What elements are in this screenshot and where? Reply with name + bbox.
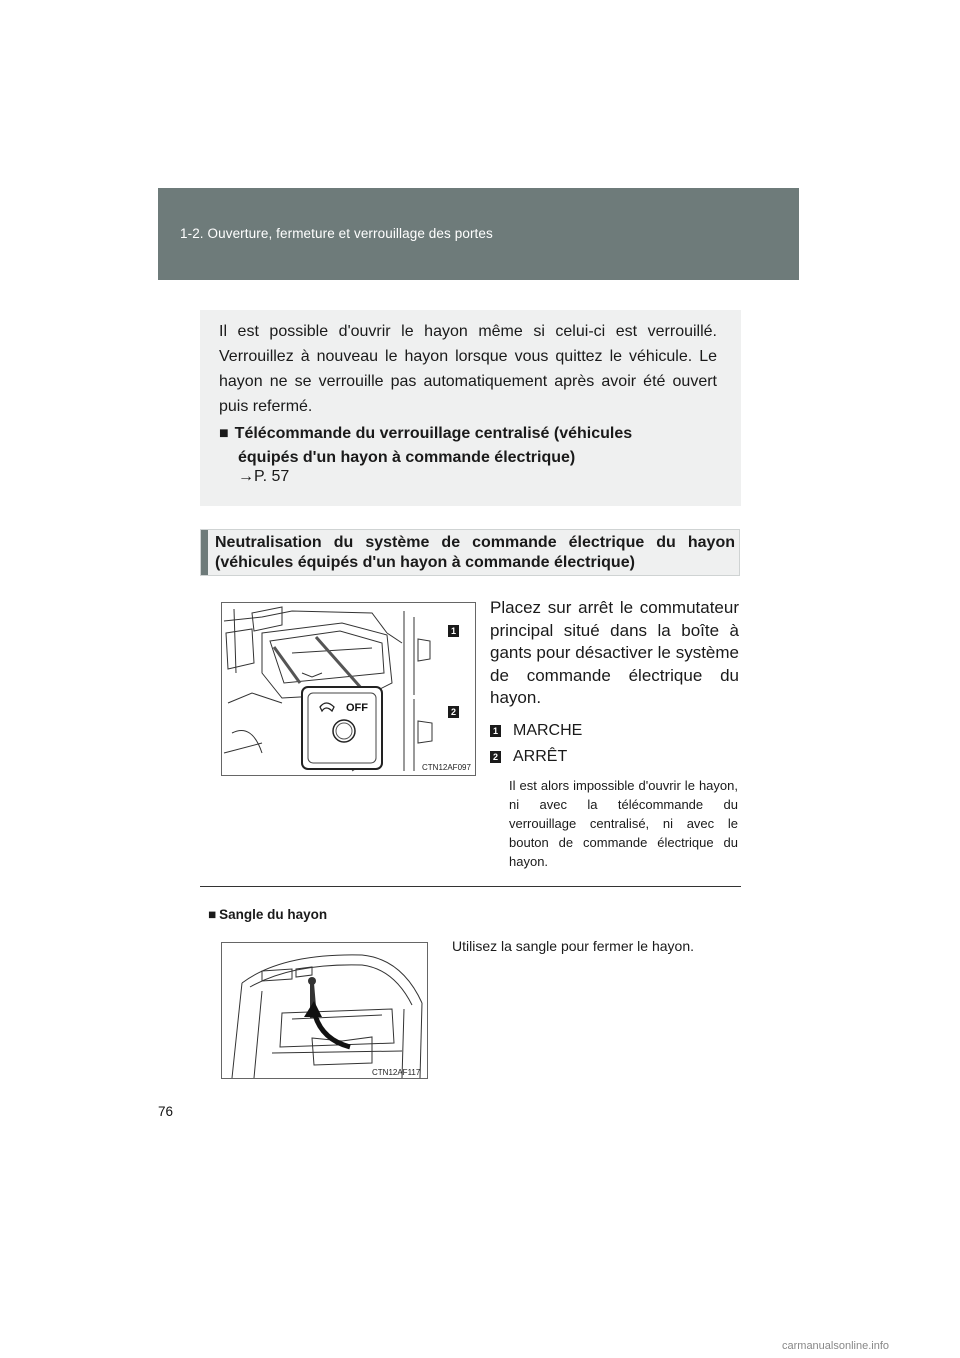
off-label: OFF [346, 702, 368, 714]
header-band [158, 188, 799, 280]
watermark: carmanualsonline.info [782, 1340, 890, 1352]
page-number: 76 [158, 1104, 174, 1119]
subheading-line1: Télécommande du verrouillage centralisé (véhicules [234, 425, 633, 442]
section-heading: Neutralisation du système de commande électrique du hayon (véhicules équipés d'un hayon à commande électrique) [215, 534, 735, 571]
note-box [200, 310, 741, 506]
figure-badge-1: 1 [450, 626, 457, 636]
tailgate-strap-figure [221, 942, 428, 1079]
note-paragraph: Il est possible d'ouvrir le hayon même si celui-ci est verrouillé. Verrouillez à nouveau le hayon lorsque vous quittez le véhicule. Le hayon ne se verrouille pas automatiquement après avoir été ouvert puis refermé. [219, 323, 717, 415]
off-note: Il est alors impossible d'ouvrir le hayon, ni avec la télécommande du verrouillage centralisé, ni avec le bouton de commande électrique du hayon. [509, 778, 738, 869]
figure2-code: CTN12AF117 [372, 1068, 421, 1077]
legend-item-on [490, 722, 582, 740]
divider [200, 886, 741, 887]
figure-badge-2: 2 [450, 707, 457, 717]
subheading-line2: équipés d'un hayon à commande électrique) [238, 449, 576, 466]
strap-text: Utilisez la sangle pour fermer le hayon. [452, 938, 695, 954]
square-bullet-icon: ■ [219, 425, 229, 442]
square-bullet-icon: ■ [208, 907, 217, 922]
number-badge-2: 2 [490, 751, 501, 763]
page-reference[interactable]: →P. 57 [238, 468, 290, 485]
glovebox-illustration [222, 603, 475, 775]
instruction-text: Placez sur arrêt le commutateur principal situé dans la boîte à gants pour désactiver le système de commande électrique du hayon. [490, 598, 739, 707]
legend-label-off: ARRÊT [513, 748, 568, 765]
section-accent-bar [201, 530, 208, 575]
number-badge-1: 1 [490, 725, 501, 737]
legend-label-on: MARCHE [513, 722, 583, 739]
figure1-code: CTN12AF097 [422, 763, 471, 772]
strap-heading [208, 907, 327, 922]
section-title: 1-2. Ouverture, fermeture et verrouillage des portes [180, 226, 493, 241]
legend-item-off [490, 748, 567, 766]
tailgate-illustration [222, 943, 427, 1078]
remote-subheading [219, 422, 717, 470]
section-heading-box [200, 529, 740, 576]
strap-heading-text: Sangle du hayon [219, 907, 328, 922]
glovebox-switch-figure [221, 602, 476, 776]
